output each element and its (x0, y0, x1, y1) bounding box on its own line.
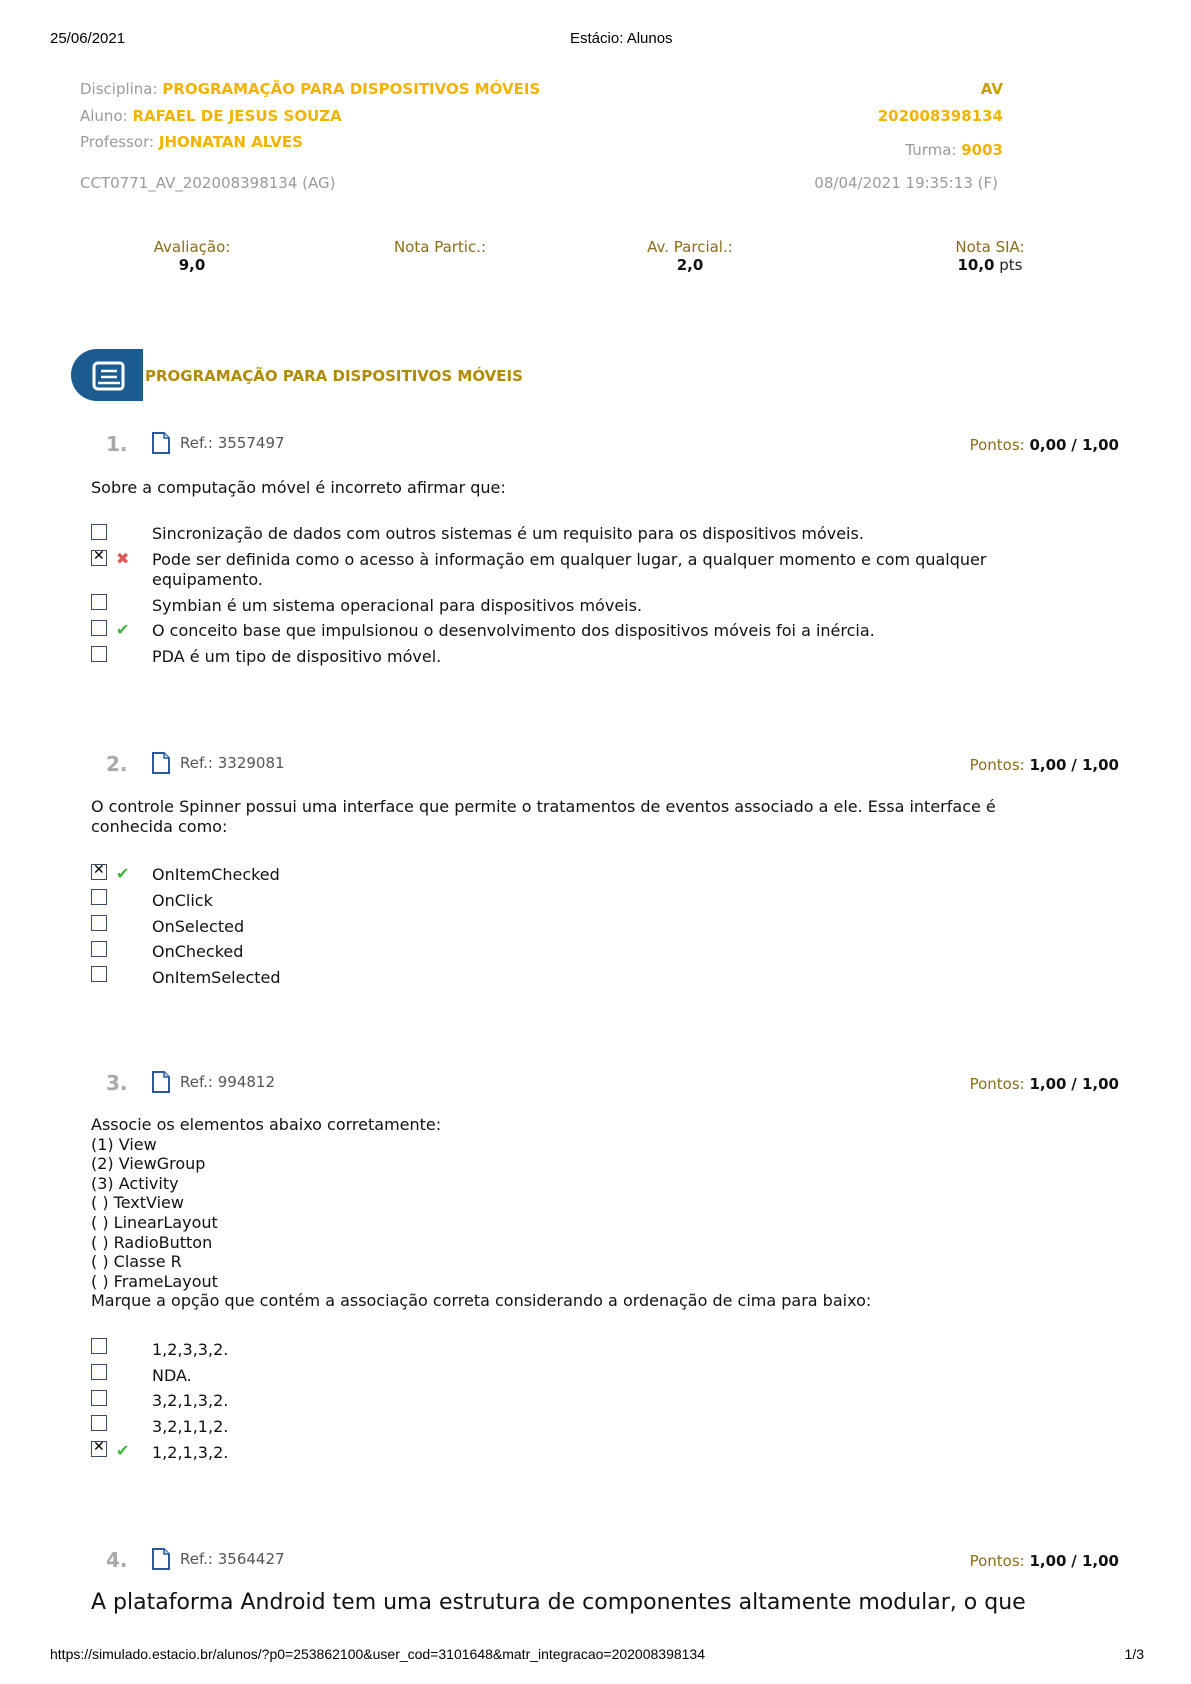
q1-option-2-text: Pode ser definida como o acesso à informação em qualquer lugar, a qualquer momento e com qualquer (152, 550, 987, 569)
nota-sia-value: 10,0 (957, 256, 995, 274)
footer-url[interactable]: https://simulado.estacio.br/alunos/?p0=253862100&user_cod=3101648&matr_integracao=202008398134 (50, 1646, 705, 1662)
points-value: 0,00 (1029, 436, 1067, 454)
q2-option-3-text: OnSelected (152, 917, 245, 936)
question-3-text (91, 1115, 871, 1311)
q2-option-2-checkbox[interactable] (91, 889, 107, 905)
question-4-text: A plataforma Android tem uma estrutura de componentes altamente modular, o que (91, 1590, 1026, 1615)
nota-sia-unit: pts (999, 256, 1023, 274)
points-value: 1,00 (1029, 756, 1067, 774)
points-max: / 1,00 (1071, 1075, 1119, 1093)
question-1-ref: Ref.: 3557497 (180, 434, 285, 452)
wrong-icon: ✖ (116, 549, 130, 568)
page-number: 1/3 (1124, 1646, 1144, 1662)
points-max: / 1,00 (1071, 1552, 1119, 1570)
nota-sia-label: Nota SIA: (955, 238, 1025, 256)
question-1-number: 1. (106, 432, 128, 456)
document-icon (151, 1548, 171, 1570)
question-1-points (970, 436, 1119, 454)
aluno-value: RAFAEL DE JESUS SOUZA (132, 107, 342, 125)
q1-option-4-text: O conceito base que impulsionou o desenvolvimento dos dispositivos móveis foi a inércia. (152, 621, 875, 640)
banner-icon-box (71, 349, 143, 401)
codigo-avaliacao: CCT0771_AV_202008398134 (AG) (80, 174, 336, 192)
q1-option-3-checkbox[interactable] (91, 594, 107, 610)
points-label: Pontos: (969, 1552, 1025, 1570)
q2-option-5-text: OnItemSelected (152, 968, 281, 987)
disciplina-value: PROGRAMAÇÃO PARA DISPOSITIVOS MÓVEIS (162, 80, 541, 98)
q3-option-4-text: 3,2,1,1,2. (152, 1417, 229, 1436)
q1-option-4-checkbox[interactable] (91, 620, 107, 636)
question-2-ref: Ref.: 3329081 (180, 754, 285, 772)
q1-option-1-text: Sincronização de dados com outros sistemas é um requisito para os dispositivos móveis. (152, 524, 864, 543)
correct-icon: ✔ (116, 864, 130, 883)
banner-title: PROGRAMAÇÃO PARA DISPOSITIVOS MÓVEIS (145, 367, 523, 385)
q2-option-2-text: OnClick (152, 891, 213, 910)
q1-option-5-text: PDA é um tipo de dispositivo móvel. (152, 647, 442, 666)
question-2-text (91, 797, 996, 836)
points-max: / 1,00 (1071, 436, 1119, 454)
question-3-text-line: ( ) RadioButton (91, 1232, 213, 1252)
q3-option-5-checkbox[interactable] (91, 1441, 107, 1457)
question-3-text-line: ( ) Classe R (91, 1252, 182, 1272)
question-3-text-line: Associe os elementos abaixo corretamente: (91, 1115, 442, 1134)
turma-value: 9003 (961, 141, 1003, 159)
q3-option-3-text: 3,2,1,3,2. (152, 1391, 229, 1410)
points-label: Pontos: (969, 436, 1025, 454)
question-3-text-line: (2) ViewGroup (91, 1154, 206, 1174)
q1-option-2-checkbox[interactable] (91, 550, 107, 566)
q1-option-5-checkbox[interactable] (91, 646, 107, 662)
points-label: Pontos: (969, 1075, 1025, 1093)
q2-option-1-checkbox[interactable] (91, 864, 107, 880)
aluno-label: Aluno: (80, 107, 128, 125)
avaliacao-value: 9,0 (178, 256, 206, 274)
q2-option-4-checkbox[interactable] (91, 941, 107, 957)
q3-option-1-checkbox[interactable] (91, 1338, 107, 1354)
grade-av-parcial (620, 238, 760, 274)
question-4-number: 4. (106, 1548, 128, 1572)
grade-nota-partic (370, 238, 510, 256)
question-3-text-line: ( ) FrameLayout (91, 1271, 218, 1291)
question-3-number: 3. (106, 1071, 128, 1095)
question-3-text-line: Marque a opção que contém a associação correta considerando a ordenação de cima para baixo: (91, 1291, 872, 1311)
correct-icon: ✔ (116, 620, 130, 639)
q2-option-4-text: OnChecked (152, 942, 244, 961)
question-3-points (970, 1075, 1119, 1093)
av-label: AV (980, 80, 1003, 98)
question-2-text-line: O controle Spinner possui uma interface que permite o tratamentos de eventos associado a ele. Essa interface é (91, 797, 996, 816)
document-icon (151, 752, 171, 774)
q1-option-3-text: Symbian é um sistema operacional para dispositivos móveis. (152, 596, 643, 615)
question-3-text-line: (1) View (91, 1134, 157, 1154)
print-title: Estácio: Alunos (570, 30, 673, 47)
q3-option-4-checkbox[interactable] (91, 1415, 107, 1431)
disciplina-label: Disciplina: (80, 80, 158, 98)
grade-avaliacao (132, 238, 252, 274)
nota-partic-label: Nota Partic.: (393, 238, 487, 256)
professor-value: JHONATAN ALVES (158, 133, 303, 151)
q3-option-3-checkbox[interactable] (91, 1390, 107, 1406)
matricula: 202008398134 (877, 107, 1003, 125)
question-3-text-line: ( ) TextView (91, 1193, 184, 1213)
question-4-ref: Ref.: 3564427 (180, 1550, 285, 1568)
correct-icon: ✔ (116, 1441, 130, 1460)
q3-option-2-checkbox[interactable] (91, 1364, 107, 1380)
disciplina-row (80, 80, 540, 98)
av-parcial-value: 2,0 (676, 256, 704, 274)
aluno-row (80, 107, 342, 125)
question-2-points (970, 756, 1119, 774)
q2-option-3-checkbox[interactable] (91, 915, 107, 931)
turma-label: Turma: (905, 141, 957, 159)
data-hora: 08/04/2021 19:35:13 (F) (814, 174, 998, 192)
q3-option-1-text: 1,2,3,3,2. (152, 1340, 229, 1359)
q2-option-1-text: OnItemChecked (152, 865, 280, 884)
points-value: 1,00 (1029, 1075, 1067, 1093)
points-value: 1,00 (1029, 1552, 1067, 1570)
av-parcial-label: Av. Parcial.: (647, 238, 733, 256)
points-max: / 1,00 (1071, 756, 1119, 774)
professor-label: Professor: (80, 133, 155, 151)
question-3-text-line: ( ) LinearLayout (91, 1212, 218, 1232)
q1-option-1-checkbox[interactable] (91, 524, 107, 540)
question-1-text: Sobre a computação móvel é incorreto afirmar que: (91, 478, 506, 497)
grade-nota-sia (920, 238, 1060, 274)
q2-option-5-checkbox[interactable] (91, 966, 107, 982)
question-2-number: 2. (106, 752, 128, 776)
book-icon (71, 349, 143, 401)
points-label: Pontos: (969, 756, 1025, 774)
question-4-points (970, 1552, 1119, 1570)
avaliacao-label: Avaliação: (153, 238, 231, 256)
document-icon (151, 1071, 171, 1093)
question-3-text-line: (3) Activity (91, 1173, 179, 1193)
document-icon (151, 432, 171, 454)
question-3-ref: Ref.: 994812 (180, 1073, 276, 1091)
turma-row (905, 141, 1003, 159)
q3-option-2-text: NDA. (152, 1366, 192, 1385)
question-2-text-line: conhecida como: (91, 816, 228, 836)
q1-option-2-text-cont: equipamento. (152, 570, 263, 589)
professor-row (80, 133, 303, 151)
print-date: 25/06/2021 (50, 30, 126, 47)
q3-option-5-text: 1,2,1,3,2. (152, 1443, 229, 1462)
